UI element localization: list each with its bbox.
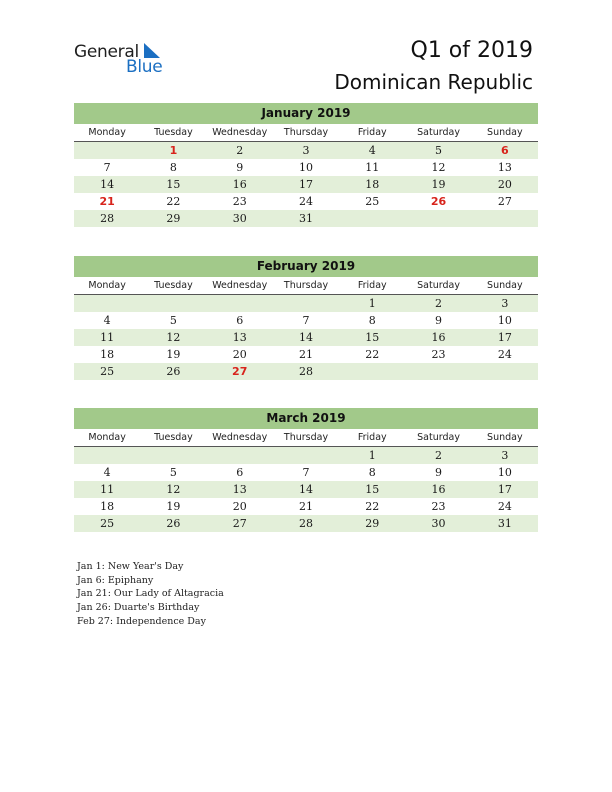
empty-day-cell (405, 363, 471, 380)
week-row (74, 498, 538, 515)
day-cell: 19 (166, 348, 181, 361)
weekday-label: Saturday (417, 432, 460, 443)
day-cell: 23 (232, 195, 247, 208)
day-cell: 20 (232, 348, 247, 361)
empty-day-cell (339, 210, 405, 227)
weekday-label: Monday (88, 432, 126, 443)
empty-day-cell (140, 447, 206, 464)
day-cell: 21 (298, 348, 313, 361)
weekday-label: Sunday (487, 432, 523, 443)
day-cell: 2 (236, 144, 244, 157)
holiday-note: Jan 21: Our Lady of Altagracia (77, 588, 224, 600)
weekday-label: Monday (88, 127, 126, 138)
day-cell: 6 (236, 466, 244, 479)
day-cell: 30 (431, 517, 446, 530)
day-cell: 31 (497, 517, 512, 530)
weekday-label: Tuesday (154, 432, 193, 443)
month-calendar-january (74, 103, 538, 227)
day-cell: 1 (368, 449, 376, 462)
weekday-label: Thursday (283, 127, 329, 138)
day-cell: 22 (365, 500, 380, 513)
day-cell: 15 (365, 331, 380, 344)
day-cell: 4 (368, 144, 376, 157)
holiday-note: Jan 26: Duarte's Birthday (77, 602, 200, 614)
week-row (74, 481, 538, 498)
logo-word-blue: Blue (126, 57, 163, 77)
day-cell: 15 (166, 178, 181, 191)
day-cell: 13 (232, 331, 247, 344)
day-cell: 21 (99, 195, 115, 208)
day-cell: 25 (365, 195, 380, 208)
weekday-label: Wednesday (212, 432, 268, 443)
day-cell: 11 (100, 483, 115, 496)
day-cell: 28 (298, 365, 313, 378)
empty-day-cell (74, 295, 140, 312)
page-subtitle: Dominican Republic (334, 70, 533, 94)
week-row (74, 176, 538, 193)
page-title: Q1 of 2019 (410, 38, 533, 63)
day-cell: 3 (302, 144, 310, 157)
weekday-label: Wednesday (212, 127, 268, 138)
logo-word-general: General (74, 42, 139, 62)
empty-day-cell (273, 447, 339, 464)
weekday-header-row (74, 429, 538, 447)
day-cell: 18 (365, 178, 380, 191)
day-cell: 10 (497, 466, 512, 479)
day-cell: 26 (166, 365, 181, 378)
day-cell: 11 (100, 331, 115, 344)
day-cell: 20 (497, 178, 512, 191)
day-cell: 28 (298, 517, 313, 530)
week-row (74, 159, 538, 176)
month-calendar-february (74, 256, 538, 380)
day-cell: 16 (232, 178, 247, 191)
weekday-label: Sunday (487, 127, 523, 138)
day-cell: 24 (497, 348, 512, 361)
day-cell: 14 (298, 331, 313, 344)
weekday-label: Friday (357, 127, 387, 138)
day-cell: 2 (435, 297, 443, 310)
day-cell: 14 (100, 178, 115, 191)
holiday-note: Jan 6: Epiphany (77, 574, 154, 586)
day-cell: 8 (169, 161, 177, 174)
weekday-label: Saturday (417, 280, 460, 291)
day-cell: 9 (435, 314, 443, 327)
day-cell: 3 (501, 297, 509, 310)
weekday-label: Monday (88, 280, 126, 291)
day-cell: 5 (169, 466, 177, 479)
weekday-label: Thursday (283, 432, 329, 443)
empty-day-cell (405, 210, 471, 227)
empty-day-cell (74, 142, 140, 159)
weekday-header-row (74, 277, 538, 295)
logo (74, 42, 174, 78)
week-row (74, 295, 538, 312)
day-cell: 4 (103, 314, 111, 327)
weekday-header-row (74, 124, 538, 142)
day-cell: 7 (103, 161, 111, 174)
week-row (74, 346, 538, 363)
weekday-label: Thursday (283, 280, 329, 291)
day-cell: 7 (302, 314, 310, 327)
weekday-label: Tuesday (154, 127, 193, 138)
month-header: February 2019 (74, 256, 538, 277)
day-cell: 27 (497, 195, 512, 208)
day-cell: 4 (103, 466, 111, 479)
day-cell: 12 (431, 161, 446, 174)
day-cell: 22 (365, 348, 380, 361)
day-cell: 17 (497, 331, 512, 344)
day-cell: 16 (431, 331, 446, 344)
day-cell: 1 (169, 144, 178, 157)
day-cell: 24 (497, 500, 512, 513)
day-cell: 26 (430, 195, 447, 208)
weekday-label: Saturday (417, 127, 460, 138)
day-cell: 25 (100, 365, 115, 378)
day-cell: 24 (298, 195, 313, 208)
day-cell: 17 (497, 483, 512, 496)
day-cell: 19 (166, 500, 181, 513)
weekday-label: Wednesday (212, 280, 268, 291)
empty-day-cell (472, 210, 538, 227)
week-row (74, 210, 538, 227)
day-cell: 29 (365, 517, 380, 530)
day-cell: 27 (232, 365, 248, 378)
day-cell: 3 (501, 449, 509, 462)
day-cell: 27 (232, 517, 247, 530)
empty-day-cell (273, 295, 339, 312)
day-cell: 11 (365, 161, 380, 174)
day-cell: 18 (100, 348, 115, 361)
empty-day-cell (140, 295, 206, 312)
day-cell: 10 (497, 314, 512, 327)
weekday-label: Sunday (487, 280, 523, 291)
day-cell: 15 (365, 483, 380, 496)
day-cell: 20 (232, 500, 247, 513)
week-row (74, 515, 538, 532)
empty-day-cell (74, 447, 140, 464)
day-cell: 12 (166, 331, 181, 344)
day-cell: 13 (232, 483, 247, 496)
holiday-note: Feb 27: Independence Day (77, 615, 206, 627)
day-cell: 17 (298, 178, 313, 191)
day-cell: 28 (100, 212, 115, 225)
day-cell: 5 (435, 144, 443, 157)
week-row (74, 142, 538, 159)
holiday-notes (77, 560, 224, 629)
day-cell: 2 (435, 449, 443, 462)
day-cell: 23 (431, 500, 446, 513)
day-cell: 8 (368, 314, 376, 327)
day-cell: 30 (232, 212, 247, 225)
day-cell: 7 (302, 466, 310, 479)
empty-day-cell (207, 295, 273, 312)
day-cell: 1 (368, 297, 376, 310)
week-row (74, 312, 538, 329)
day-cell: 13 (497, 161, 512, 174)
day-cell: 14 (298, 483, 313, 496)
week-row (74, 193, 538, 210)
day-cell: 12 (166, 483, 181, 496)
day-cell: 25 (100, 517, 115, 530)
day-cell: 22 (166, 195, 181, 208)
week-row (74, 329, 538, 346)
day-cell: 23 (431, 348, 446, 361)
empty-day-cell (207, 447, 273, 464)
week-row (74, 464, 538, 481)
day-cell: 10 (298, 161, 313, 174)
day-cell: 8 (368, 466, 376, 479)
weekday-label: Tuesday (154, 280, 193, 291)
day-cell: 9 (236, 161, 244, 174)
weekday-label: Friday (357, 432, 387, 443)
weekday-label: Friday (357, 280, 387, 291)
day-cell: 26 (166, 517, 181, 530)
day-cell: 31 (298, 212, 313, 225)
day-cell: 19 (431, 178, 446, 191)
day-cell: 21 (298, 500, 313, 513)
day-cell: 29 (166, 212, 181, 225)
day-cell: 18 (100, 500, 115, 513)
month-calendar-march (74, 408, 538, 532)
empty-day-cell (339, 363, 405, 380)
day-cell: 6 (236, 314, 244, 327)
month-header: January 2019 (74, 103, 538, 124)
day-cell: 5 (169, 314, 177, 327)
week-row (74, 363, 538, 380)
empty-day-cell (472, 363, 538, 380)
month-header: March 2019 (74, 408, 538, 429)
day-cell: 6 (501, 144, 509, 157)
day-cell: 16 (431, 483, 446, 496)
holiday-note: Jan 1: New Year's Day (77, 561, 184, 572)
week-row (74, 447, 538, 464)
day-cell: 9 (435, 466, 443, 479)
